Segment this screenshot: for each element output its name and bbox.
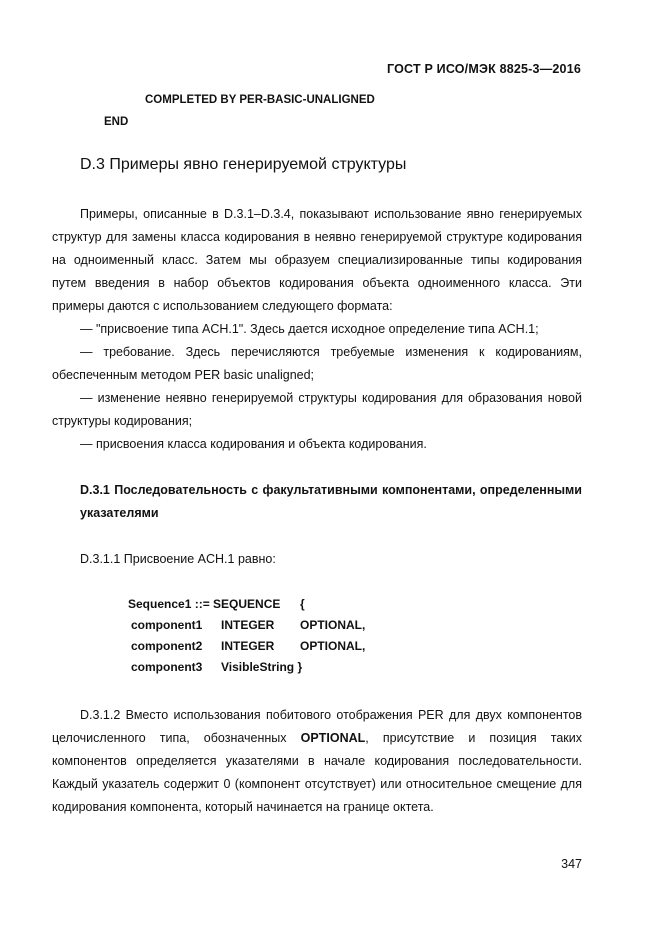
code-cell: VisibleString }: [221, 660, 303, 674]
code-cell: INTEGER: [221, 639, 275, 653]
code-line-completed: COMPLETED BY PER-BASIC-UNALIGNED: [145, 94, 375, 106]
code-cell: Sequence1 ::= SEQUENCE: [128, 597, 281, 611]
list-item-4: — присвоения класса кодирования и объекта кодирования.: [80, 437, 427, 451]
intro-paragraph: Примеры, описанные в D.3.1–D.3.4, показывают использование явно генерируемых структур для замены класса кодирования в неявно генерируемой структуре кодирования на одноименный класс. Затем мы образуем специализированные типы кодирования путем введения в набор объектов кодирования объекта одноименного класса. Эти примеры даются с использованием следующего формата:: [52, 207, 582, 313]
intro-block: [52, 203, 582, 456]
clause-d312-text-after: , присутствие и позиция таких компонентов определяется указателями в начале кодирования последовательности. Каждый указатель содержит 0 (компонент отсутствует) или относительное смещение для кодирования компонента, который начинается на границе октета.: [52, 731, 582, 814]
subsection-title: D.3.1 Последовательность с факультативными компонентами, определенными указателями: [80, 483, 582, 520]
list-item-2: — требование. Здесь перечисляются требуемые изменения к кодированиям, обеспеченным методом PER basic unaligned;: [52, 345, 582, 382]
list-item-3: — изменение неявно генерируемой структуры кодирования для образования новой структуры кодирования;: [52, 391, 582, 428]
list-item-1: — "присвоение типа ACH.1". Здесь дается исходное определение типа ACH.1;: [80, 322, 539, 336]
code-cell: component3: [131, 660, 203, 674]
clause-d312-paragraph: [52, 704, 582, 819]
section-title: D.3 Примеры явно генерируемой структуры: [80, 156, 407, 173]
page-number: 347: [561, 857, 582, 871]
document-header: ГОСТ Р ИСО/МЭК 8825-3—2016: [386, 62, 581, 76]
code-cell: OPTIONAL,: [300, 618, 366, 632]
code-cell: {: [300, 597, 305, 611]
code-cell: OPTIONAL,: [300, 639, 366, 653]
clause-d312: [52, 704, 582, 819]
asn1-code-block: [128, 597, 388, 677]
clause-d311: D.3.1.1 Присвоение ACH.1 равно:: [80, 552, 276, 566]
code-cell: component2: [131, 639, 203, 653]
code-cell: component1: [131, 618, 203, 632]
code-cell: INTEGER: [221, 618, 275, 632]
optional-keyword: OPTIONAL: [300, 731, 366, 745]
code-line-end: END: [104, 116, 129, 128]
clause-d312-text-before: D.3.1.2 Вместо использования побитового отображения PER для двух компонентов целочисленного типа, обозначенных: [52, 708, 582, 745]
